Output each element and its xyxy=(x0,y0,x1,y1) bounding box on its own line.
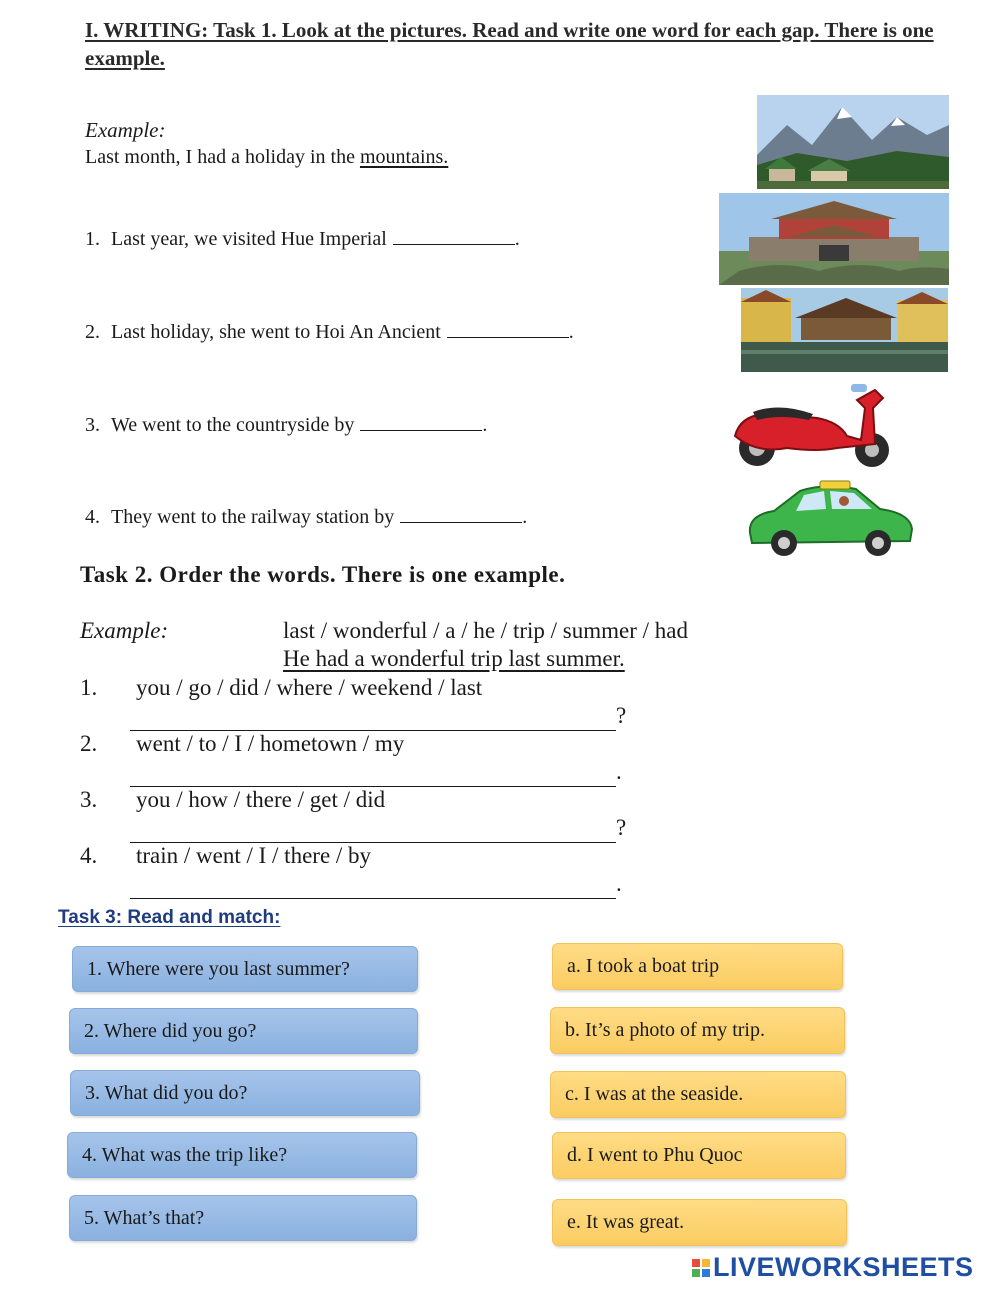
question-text: Last holiday, she went to Hoi An Ancient xyxy=(111,321,441,343)
question-number: 3. xyxy=(85,414,100,436)
question-text: We went to the countryside by xyxy=(111,414,355,436)
question-text: They went to the railway station by xyxy=(111,506,395,528)
task1-example-text: Last month, I had a holiday in the xyxy=(85,146,360,168)
task2-item-1-end: ? xyxy=(616,703,627,728)
match-question-1[interactable]: 1. Where were you last summer? xyxy=(72,946,418,992)
task1-question-1 xyxy=(85,228,520,251)
match-question-4[interactable]: 4. What was the trip like? xyxy=(67,1132,417,1178)
hoi-an-ancient-town-photo xyxy=(741,288,948,372)
question-end: . xyxy=(514,228,520,250)
match-answer-a[interactable]: a. I took a boat trip xyxy=(552,943,843,990)
match-question-5[interactable]: 5. What’s that? xyxy=(69,1195,417,1241)
task1-question-2 xyxy=(85,321,574,344)
task2-item-4-end: . xyxy=(616,871,622,896)
question-number: 4. xyxy=(85,506,100,528)
task1-example-label: Example: xyxy=(85,118,166,142)
task2-item-2-words: went / to / I / hometown / my xyxy=(136,731,405,756)
answer-blank[interactable] xyxy=(360,416,482,431)
question-end: . xyxy=(568,321,574,343)
task1-question-3 xyxy=(85,414,487,437)
match-answer-b[interactable]: b. It’s a photo of my trip. xyxy=(550,1007,845,1054)
answer-blank[interactable] xyxy=(447,323,569,338)
red-motorbike-picture xyxy=(727,378,902,473)
task1-title: I. WRITING: Task 1. Look at the pictures. Read and write one word for each gap. There is one example. xyxy=(85,18,934,70)
match-answer-c[interactable]: c. I was at the seaside. xyxy=(550,1071,846,1118)
task2-item-2-end: . xyxy=(616,759,622,784)
hue-imperial-citadel-photo xyxy=(719,193,949,285)
match-answer-d[interactable]: d. I went to Phu Quoc xyxy=(552,1132,846,1179)
task2-item-2-number: 2. xyxy=(80,731,98,756)
green-taxi-picture xyxy=(744,479,916,557)
question-end: . xyxy=(522,506,528,528)
liveworksheets-logo-text: LIVEWORKSHEETS xyxy=(713,1252,974,1282)
match-question-2[interactable]: 2. Where did you go? xyxy=(69,1008,418,1054)
liveworksheets-logo xyxy=(692,1252,974,1283)
liveworksheets-logo-icon xyxy=(692,1259,710,1277)
answer-blank[interactable] xyxy=(393,230,515,245)
task1-example-answer: mountains. xyxy=(359,146,449,168)
question-text: Last year, we visited Hue Imperial xyxy=(111,228,387,250)
task2-item-4-answer-line[interactable] xyxy=(130,898,616,899)
question-number: 1. xyxy=(85,228,100,250)
task2-item-1-number: 1. xyxy=(80,675,98,700)
mountains-photo xyxy=(757,95,949,189)
task2-item-3-number: 3. xyxy=(80,787,98,812)
question-number: 2. xyxy=(85,321,100,343)
match-answer-e[interactable]: e. It was great. xyxy=(552,1199,847,1246)
task2-item-3-end: ? xyxy=(616,815,627,840)
match-question-3[interactable]: 3. What did you do? xyxy=(70,1070,420,1116)
task2-item-4-words: train / went / I / there / by xyxy=(136,843,372,868)
task3-title: Task 3: Read and match: xyxy=(58,907,281,928)
task2-item-4-number: 4. xyxy=(80,843,98,868)
task2-example-label: Example: xyxy=(80,618,169,643)
task2-title: Task 2. Order the words. There is one example. xyxy=(80,562,566,587)
task1-example-sentence xyxy=(85,146,448,169)
answer-blank[interactable] xyxy=(400,508,522,523)
task2-example-words: last / wonderful / a / he / trip / summer / had xyxy=(283,618,688,643)
task2-item-1-words: you / go / did / where / weekend / last xyxy=(136,675,483,700)
question-end: . xyxy=(482,414,488,436)
task2-item-3-words: you / how / there / get / did xyxy=(136,787,386,812)
task1-question-4 xyxy=(85,506,527,529)
task2-example-answer: He had a wonderful trip last summer. xyxy=(283,646,625,671)
